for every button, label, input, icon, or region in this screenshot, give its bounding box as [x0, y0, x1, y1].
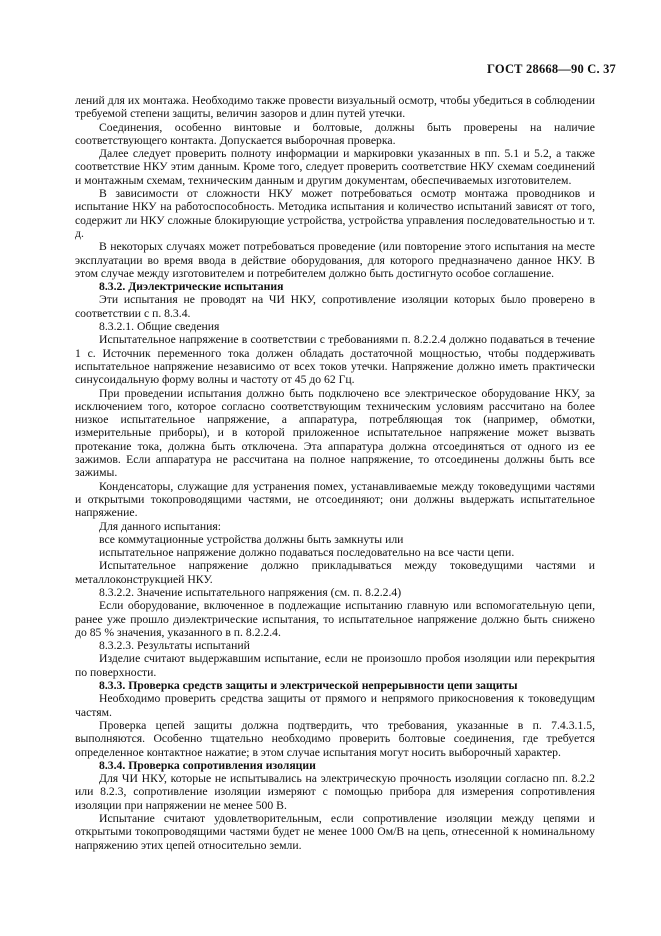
paragraph: Если оборудование, включенное в подлежащие испытанию главную или вспомогательную цепи, ранее уже прошло диэлектрические испытания, то испытательное напряжение должно быть снижено до 85 % значения, указанного в п. 8.2.2.4.: [75, 599, 595, 639]
paragraph: Изделие считают выдержавшим испытание, если не произошло пробоя изоляции или перекрытия по поверхности.: [75, 652, 595, 679]
paragraph: Для ЧИ НКУ, которые не испытывались на электрическую прочность изоляции согласно пп. 8.2.2 или 8.2.3, сопротивление изоляции измеряют с помощью прибора для измерения сопротивления изоляции при напряжении не менее 500 В.: [75, 772, 595, 812]
section-heading: 8.3.3. Проверка средств защиты и электрической непрерывности цепи защиты: [99, 679, 518, 693]
section-heading: 8.3.2. Диэлектрические испытания: [99, 280, 284, 294]
paragraph: Далее следует проверить полноту информации и маркировки указанных в пп. 5.1 и 5.2, а также соответствие НКУ этим данным. Кроме того, следует проверить соответствие НКУ схемам соединений и монтажным схемам, техническим данным и другим документам, обеспечиваемых изготовителем.: [75, 147, 595, 187]
paragraph: Для данного испытания:: [99, 519, 221, 533]
paragraph: Испытательное напряжение должно прикладываться между токоведущими частями и металлоконструкцией НКУ.: [75, 559, 595, 586]
section-heading: 8.3.4. Проверка сопротивления изоляции: [99, 758, 316, 772]
paragraph: 8.3.2.3. Результаты испытаний: [99, 639, 250, 653]
paragraph: испытательное напряжение должно подаваться последовательно на все части цепи.: [99, 546, 515, 560]
paragraph: 8.3.2.1. Общие сведения: [99, 320, 220, 334]
paragraph: Испытание считают удовлетворительным, если сопротивление изоляции между цепями и открытыми токопроводящими частями будет не менее 1000 Ом/В на цепь, отнесенной к номинальному напряжению этих цепей относительно земли.: [75, 812, 595, 852]
paragraph: Эти испытания не проводят на ЧИ НКУ, сопротивление изоляции которых было проверено в соответствии с п. 8.3.4.: [75, 293, 595, 320]
paragraph: В зависимости от сложности НКУ может потребоваться осмотр монтажа проводников и испытание НКУ на работоспособность. Методика испытания и количество испытаний зависят от того, содержит ли НКУ сложные блокирующие устройства, устройства управления последовательностью и т. д.: [75, 187, 595, 240]
page-body: [75, 94, 595, 852]
paragraph: Испытательное напряжение в соответствии с требованиями п. 8.2.2.4 должно подаваться в течение 1 с. Источник переменного тока должен обладать достаточной мощностью, чтобы поддерживать испытательное напряжение независимо от всех токов утечки. Напряжение должно иметь практически синусоидальную форму волны и частоту от 45 до 62 Гц.: [75, 333, 595, 387]
paragraph: Проверка цепей защиты должна подтвердить, что требования, указанные в п. 7.4.3.1.5, выполняются. Особенно тщательно необходимо проверить болтовые соединения, где требуется определенное контактное нажатие; в этом случае испытания могут носить выборочный характер.: [75, 718, 595, 759]
paragraph: лений для их монтажа. Необходимо также провести визуальный осмотр, чтобы убедиться в соблюдении требуемой степени защиты, величин зазоров и длин путей утечки.: [75, 94, 595, 121]
paragraph: все коммутационные устройства должны быть замкнуты или: [99, 532, 404, 546]
paragraph: В некоторых случаях может потребоваться проведение (или повторение этого испытания на месте эксплуатации во время ввода в действие оборудования, для которого предназначено данное НКУ. В этом случае между изготовителем и потребителем должно быть достигнуто особое соглашение.: [75, 240, 595, 280]
paragraph: Необходимо проверить средства защиты от прямого и непрямого прикосновения к токоведущим частям.: [75, 692, 595, 719]
paragraph: При проведении испытания должно быть подключено все электрическое оборудование НКУ, за исключением того, которое согласно соответствующим техническим условиям рассчитано на более низкое испытательное напряжение, а аппаратура, потребляющая ток (например, обмотки, измерительные приборы), и в которой приложенное испытательное напряжение может вызвать протекание тока, должна быть отключена. Эта аппаратура должна отсоединяться от одного из ее зажимов. Если аппаратура не рассчитана на полное напряжение, то отсоединены должны быть все зажимы.: [75, 386, 595, 480]
paragraph: Конденсаторы, служащие для устранения помех, устанавливаемые между токоведущими частями и открытыми токопроводящими частями, не отсоединяют; они должны выдержать испытательное напряжение.: [75, 479, 595, 520]
page-header: ГОСТ 28668—90 С. 37: [487, 62, 616, 76]
paragraph: Соединения, особенно винтовые и болтовые, должны быть проверены на наличие соответствующего контакта. Допускается выборочная проверка.: [75, 120, 595, 147]
paragraph: 8.3.2.2. Значение испытательного напряжения (см. п. 8.2.2.4): [99, 585, 402, 599]
